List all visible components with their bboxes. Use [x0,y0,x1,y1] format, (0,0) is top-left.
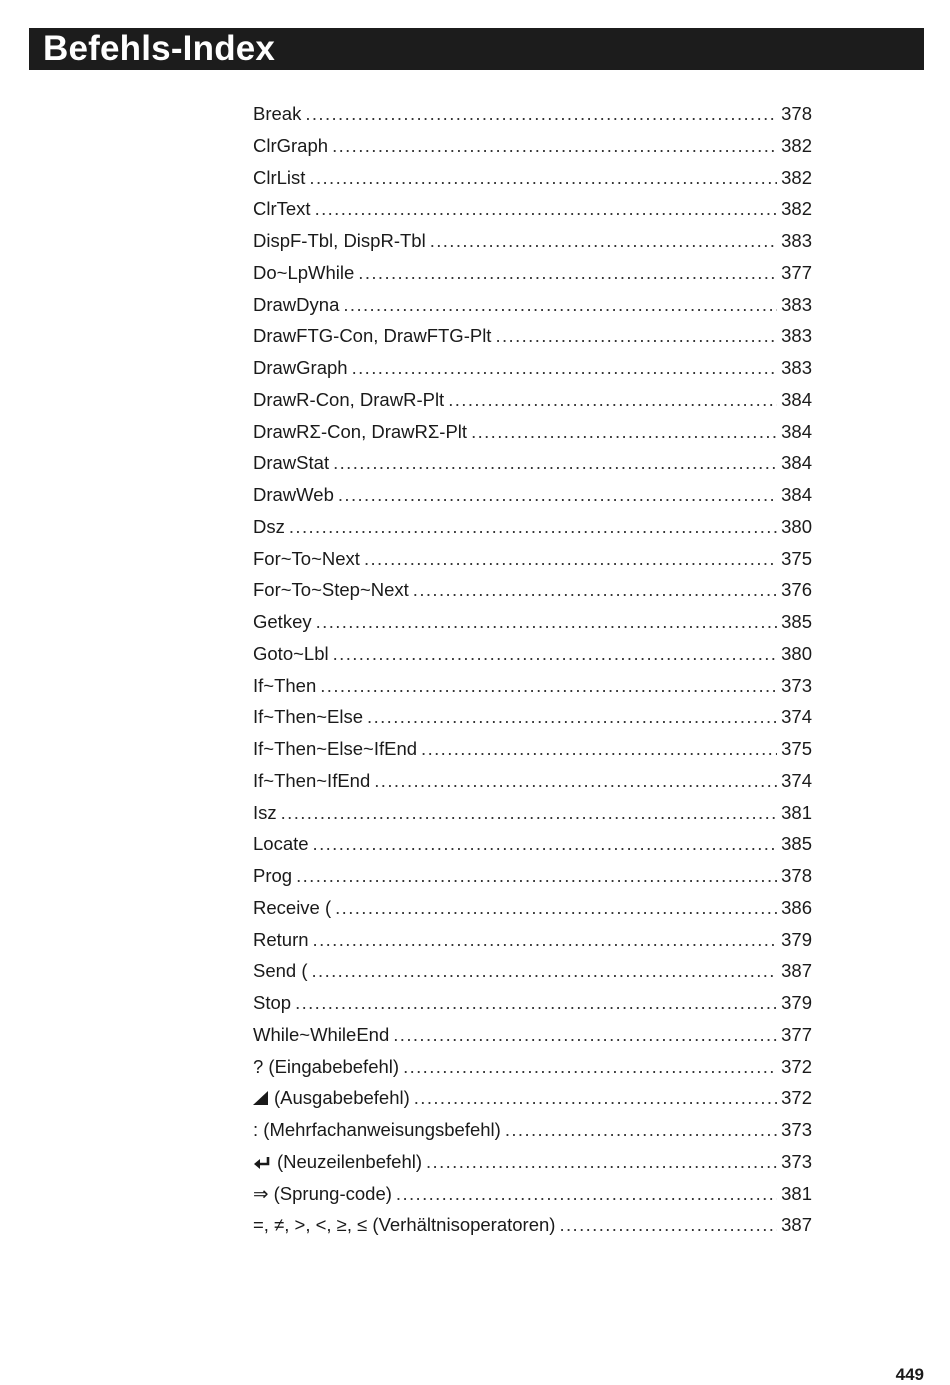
entry-label [253,701,367,733]
entry-page-number: 382 [781,198,812,220]
entry-page-number: 385 [781,611,812,632]
entry-label-text: ClrGraph [253,134,329,156]
index-entry [253,543,812,575]
index-entry [253,1082,812,1114]
dot-leader [333,638,778,670]
entry-page-number: 377 [781,261,812,283]
dot-leader [313,924,778,956]
index-entry [253,1178,812,1210]
index-entry [253,765,812,797]
entry-label [253,289,343,321]
index-entry [253,828,812,860]
dot-leader [426,1146,777,1178]
entry-label [253,352,352,384]
entry-label-text: Goto~Lbl [253,642,329,664]
entry-page-number: 387 [781,1214,812,1236]
index-entry [253,257,812,289]
entry-page-number: 378 [781,103,812,124]
index-entry [253,670,812,702]
entry-page-number: 381 [781,1182,812,1204]
index-entry [253,638,812,670]
entry-label-text: Isz [253,801,277,823]
index-entry [253,98,812,130]
entry-label-text: ? (Eingabebefehl) [253,1055,400,1077]
entry-label [253,765,374,797]
entry-label [253,416,471,448]
entry-label-text: Dsz [253,515,285,537]
entry-label [253,670,320,702]
dot-leader [333,447,777,479]
entry-page-number: 382 [781,166,812,188]
dot-leader [358,257,777,289]
entry-label-text: Break [253,103,302,124]
index-entry [253,447,812,479]
entry-page-number: 374 [781,706,812,728]
display-triangle-icon [253,1091,268,1105]
index-entry [253,320,812,352]
entry-label [253,320,495,352]
entry-page-number: 384 [781,452,812,474]
entry-label [253,479,338,511]
entry-label-text: Receive ( [253,896,332,918]
dot-leader [448,384,777,416]
entry-label-text: If~Then~Else~IfEnd [253,738,418,759]
entry-label [253,193,315,225]
dot-leader [281,797,777,829]
index-entry [253,479,812,511]
entry-label [253,225,430,257]
entry-label-text: Do~LpWhile [253,261,355,283]
dot-leader [289,511,777,543]
entry-page-number: 383 [781,293,812,315]
command-index-list [253,98,812,1241]
entry-label [253,162,309,194]
entry-page-number: 384 [781,420,812,442]
entry-label-text: DispF-Tbl, DispR-Tbl [253,230,426,251]
dot-leader [352,352,778,384]
index-entry [253,289,812,321]
dot-leader [312,955,778,987]
entry-label [253,384,448,416]
entry-label [253,1209,559,1241]
index-entry [253,955,812,987]
entry-page-number: 373 [781,1150,812,1172]
entry-label [253,924,313,956]
entry-page-number: 384 [781,484,812,505]
entry-label-text: ⇒ (Sprung-code) [253,1182,392,1204]
entry-page-number: 386 [781,896,812,918]
entry-label-text: Send ( [253,960,308,982]
entry-label [253,543,364,575]
dot-leader [338,479,777,511]
entry-page-number: 373 [781,674,812,696]
entry-page-number: 374 [781,769,812,791]
entry-label-text: DrawStat [253,452,330,474]
entry-label-text: DrawGraph [253,357,348,378]
entry-page-number: 385 [781,833,812,855]
index-entry [253,193,812,225]
entry-label [253,828,313,860]
page-title: Befehls-Index [43,29,276,68]
dot-leader [315,193,778,225]
entry-label [253,1019,393,1051]
entry-page-number: 380 [781,642,812,664]
entry-page-number: 378 [781,865,812,886]
index-entry [253,1019,812,1051]
entry-page-number: 381 [781,801,812,823]
index-entry [253,892,812,924]
entry-page-number: 372 [781,1055,812,1077]
entry-page-number: 384 [781,388,812,410]
dot-leader [332,130,777,162]
entry-page-number: 379 [781,928,812,950]
entry-label [253,860,296,892]
dot-leader [403,1051,777,1083]
entry-label-text: Getkey [253,611,312,632]
index-entry [253,225,812,257]
index-entry [253,384,812,416]
entry-page-number: 375 [781,547,812,569]
entry-label-text: DrawDyna [253,293,340,315]
entry-label-text: DrawR-Con, DrawR-Plt [253,388,445,410]
entry-label-text: For~To~Step~Next [253,579,409,601]
entry-page-number: 380 [781,515,812,537]
dot-leader [313,828,778,860]
entry-page-number: 373 [781,1119,812,1140]
dot-leader [414,1082,777,1114]
entry-label-text: ClrList [253,166,306,188]
entry-label-text: DrawRΣ-Con, DrawRΣ-Plt [253,420,468,442]
dot-leader [471,416,777,448]
index-entry [253,797,812,829]
entry-page-number: 382 [781,134,812,156]
page-number: 449 [895,1365,924,1384]
index-entry [253,733,812,765]
entry-label-text: Stop [253,992,292,1013]
dot-leader [309,162,777,194]
dot-leader [396,1178,777,1210]
dot-leader [316,606,778,638]
entry-label [253,606,316,638]
title-bar [29,28,924,70]
entry-label [253,892,335,924]
dot-leader [505,1114,777,1146]
entry-page-number: 372 [781,1087,812,1109]
index-entry [253,924,812,956]
index-entry [253,1146,812,1178]
dot-leader [305,98,777,130]
dot-leader [367,701,777,733]
index-entry [253,860,812,892]
entry-label [253,797,281,829]
dot-leader [413,574,777,606]
entry-label [253,987,295,1019]
dot-leader [421,733,777,765]
entry-page-number: 379 [781,992,812,1013]
entry-label-text: Return [253,928,309,950]
entry-label-text: While~WhileEnd [253,1023,390,1045]
entry-label [253,733,421,765]
entry-label-text: (Ausgabebefehl) [274,1087,410,1109]
entry-label [253,1114,505,1146]
entry-label-text: Prog [253,865,293,886]
return-arrow-icon [253,1148,271,1180]
index-entry [253,987,812,1019]
index-entry [253,574,812,606]
entry-label-text: Locate [253,833,309,855]
entry-label [253,447,333,479]
entry-page-number: 376 [781,579,812,601]
dot-leader [559,1209,777,1241]
index-entry [253,1114,812,1146]
entry-page-number: 375 [781,738,812,759]
entry-label [253,1051,403,1083]
entry-label [253,98,305,130]
dot-leader [495,320,777,352]
entry-page-number: 377 [781,1023,812,1045]
entry-label [253,130,332,162]
index-entry [253,1051,812,1083]
index-entry [253,701,812,733]
entry-label [253,1178,396,1210]
entry-label-text: =, ≠, >, <, ≥, ≤ (Verhältnisoperatoren) [253,1214,556,1236]
entry-page-number: 383 [781,325,812,347]
dot-leader [296,860,777,892]
entry-label [253,1082,414,1114]
entry-label-text: (Neuzeilenbefehl) [277,1150,423,1172]
index-entry [253,162,812,194]
entry-label-text: ClrText [253,198,311,220]
entry-label-text: If~Then~Else [253,706,364,728]
entry-page-number: 383 [781,357,812,378]
index-entry [253,1209,812,1241]
dot-leader [295,987,777,1019]
entry-label [253,955,312,987]
entry-label [253,574,413,606]
index-entry [253,511,812,543]
entry-label-text: For~To~Next [253,547,360,569]
index-entry [253,606,812,638]
dot-leader [393,1019,777,1051]
entry-label-text: DrawFTG-Con, DrawFTG-Plt [253,325,492,347]
entry-label [253,511,289,543]
entry-label-text: DrawWeb [253,484,334,505]
entry-label-text: If~Then [253,674,317,696]
index-entry [253,416,812,448]
index-entry [253,130,812,162]
entry-page-number: 387 [781,960,812,982]
dot-leader [343,289,777,321]
dot-leader [364,543,777,575]
entry-page-number: 383 [781,230,812,251]
entry-label [253,638,333,670]
entry-label-text: : (Mehrfachanweisungsbefehl) [253,1119,501,1140]
entry-label [253,257,358,289]
dot-leader [320,670,777,702]
dot-leader [374,765,777,797]
dot-leader [430,225,777,257]
index-entry [253,352,812,384]
entry-label [253,1146,426,1180]
dot-leader [335,892,777,924]
entry-label-text: If~Then~IfEnd [253,769,371,791]
